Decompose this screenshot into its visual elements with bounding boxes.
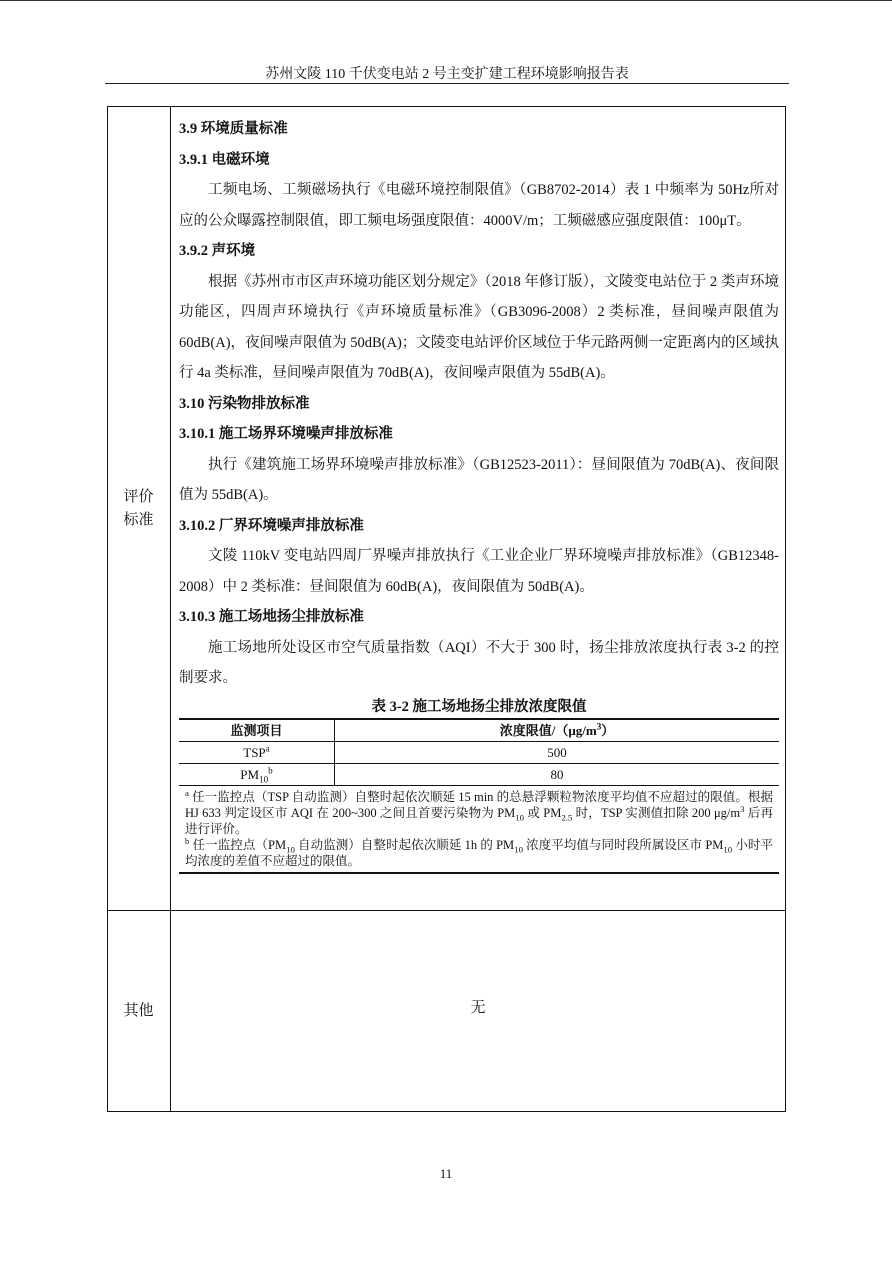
table-cell-value: 500 [335,741,780,763]
table-header-row [179,719,779,742]
table-cell-value: 80 [335,763,780,785]
note-marker: b [185,835,190,846]
page-header-title: 苏州文陵 110 千伏变电站 2 号主变扩建工程环境影响报告表 [265,67,629,82]
column-header-limit-close: ） [601,722,615,738]
column-divider [170,106,171,1112]
note-text: 后再进行评价。 [185,805,773,836]
header-rule [105,83,789,84]
heading-3-10-1: 3.10.1 施工场界环境噪声排放标准 [179,426,393,442]
item-name: PM [240,766,260,782]
heading-3-10-3: 3.10.3 施工场地扬尘排放标准 [179,609,364,625]
item-name: TSP [243,744,266,760]
row-divider [107,910,786,911]
item-subscript: 10 [259,774,269,785]
table-cell-item [179,741,335,763]
column-header-limit [335,719,780,742]
row-label-standards [107,486,170,532]
paragraph-3-10-1: 执行《建筑施工场界环境噪声排放标准》（GB12523-2011）：昼间限值为 70dB(A)、夜间限值为 55dB(A)。 [179,456,779,503]
note-text: 任一监控点（PM [189,838,287,853]
heading-3-9-1: 3.9.1 电磁环境 [179,151,270,168]
paragraph-3-9-1: 工频电场、工频磁场执行《电磁环境控制限值》（GB8702-2014）表 1 中频率为 50Hz所对应的公众曝露控制限值，即工频电场强度限值：4000V/m；工频磁感应强度限值：100μT。 [179,182,779,229]
note-subscript: 10 [723,844,733,855]
note-subscript: 10 [515,812,525,823]
paragraph-3-9-2: 根据《苏州市市区声环境功能区划分规定》（2018 年修订版），文陵变电站位于 2 类声环境功能区，四周声环境执行《声环境质量标准》（GB3096-2008）2 类标准，昼间噪声限值为 60dB(A)，夜间噪声限值为 50dB(A)；文陵变电站评价区域位于华元路两侧一定距离内的区域执行 4a 类标准，昼间噪声限值为 70dB(A)，夜间噪声限值为 55dB(A)。 [179,273,779,381]
heading-3-9: 3.9 环境质量标准 [179,121,288,137]
row-label-standards-text: 评价标准 [123,489,154,528]
note-subscript: 10 [514,844,523,855]
other-value: 无 [470,1000,486,1016]
table-title: 表 3-2 施工场地扬尘排放浓度限值 [371,698,587,715]
heading-3-9-2: 3.9.2 声环境 [179,243,256,259]
unit-superscript: 3 [596,721,602,732]
column-header-limit-text: 浓度限值/（μg/m [499,722,597,738]
note-subscript: 10 [286,844,295,855]
note-text: 自动监测）自整时起依次顺延 1h 的 PM [294,838,515,853]
note-superscript: 3 [740,803,745,814]
footnote-marker: b [268,765,273,776]
paragraph-3-10-2: 文陵 110kV 变电站四周厂界噪声排放执行《工业企业厂界环境噪声排放标准》（GB12348-2008）中 2 类标准：昼间限值为 60dB(A)，夜间限值为 50dB(A)。 [179,548,779,595]
heading-3-10-2: 3.10.2 厂界环境噪声排放标准 [179,517,364,534]
standards-content [179,114,779,874]
note-marker: a [185,787,189,798]
note-text: 任一监控点（TSP 自动监测）自整时起依次顺延 15 min 的总悬浮颗粒物浓度平均值不应超过的限值。根据 HJ 633 判定设区市 AQI 在 200~300 之间且首要污染物为 PM [185,789,773,820]
row-label-other: 其他 [123,1003,154,1019]
column-header-item: 监测项目 [179,719,335,742]
note-b [185,837,773,869]
note-text: 小时平均浓度的差值不应超过的限值。 [185,838,773,869]
paragraph-3-10-3: 施工场地所处设区市空气质量指数（AQI）不大于 300 时，扬尘排放浓度执行表 3-2 的控制要求。 [179,639,779,686]
page-number: 11 [439,1166,453,1181]
dust-limit-table [179,718,779,786]
note-text: 时，TSP 实测值扣除 200 μg/m [572,805,741,820]
note-text: 浓度平均值与同时段所属设区市 PM [522,838,724,853]
heading-3-10: 3.10 污染物排放标准 [179,395,310,412]
footnote-marker: a [265,743,270,754]
table-notes [179,786,779,874]
note-text: 或 PM [524,805,562,820]
table-cell-item [179,763,335,785]
top-border-line [0,0,892,1]
note-subscript: 2.5 [561,812,573,823]
note-a [185,789,773,838]
table-row [179,741,779,763]
table-row [179,763,779,785]
